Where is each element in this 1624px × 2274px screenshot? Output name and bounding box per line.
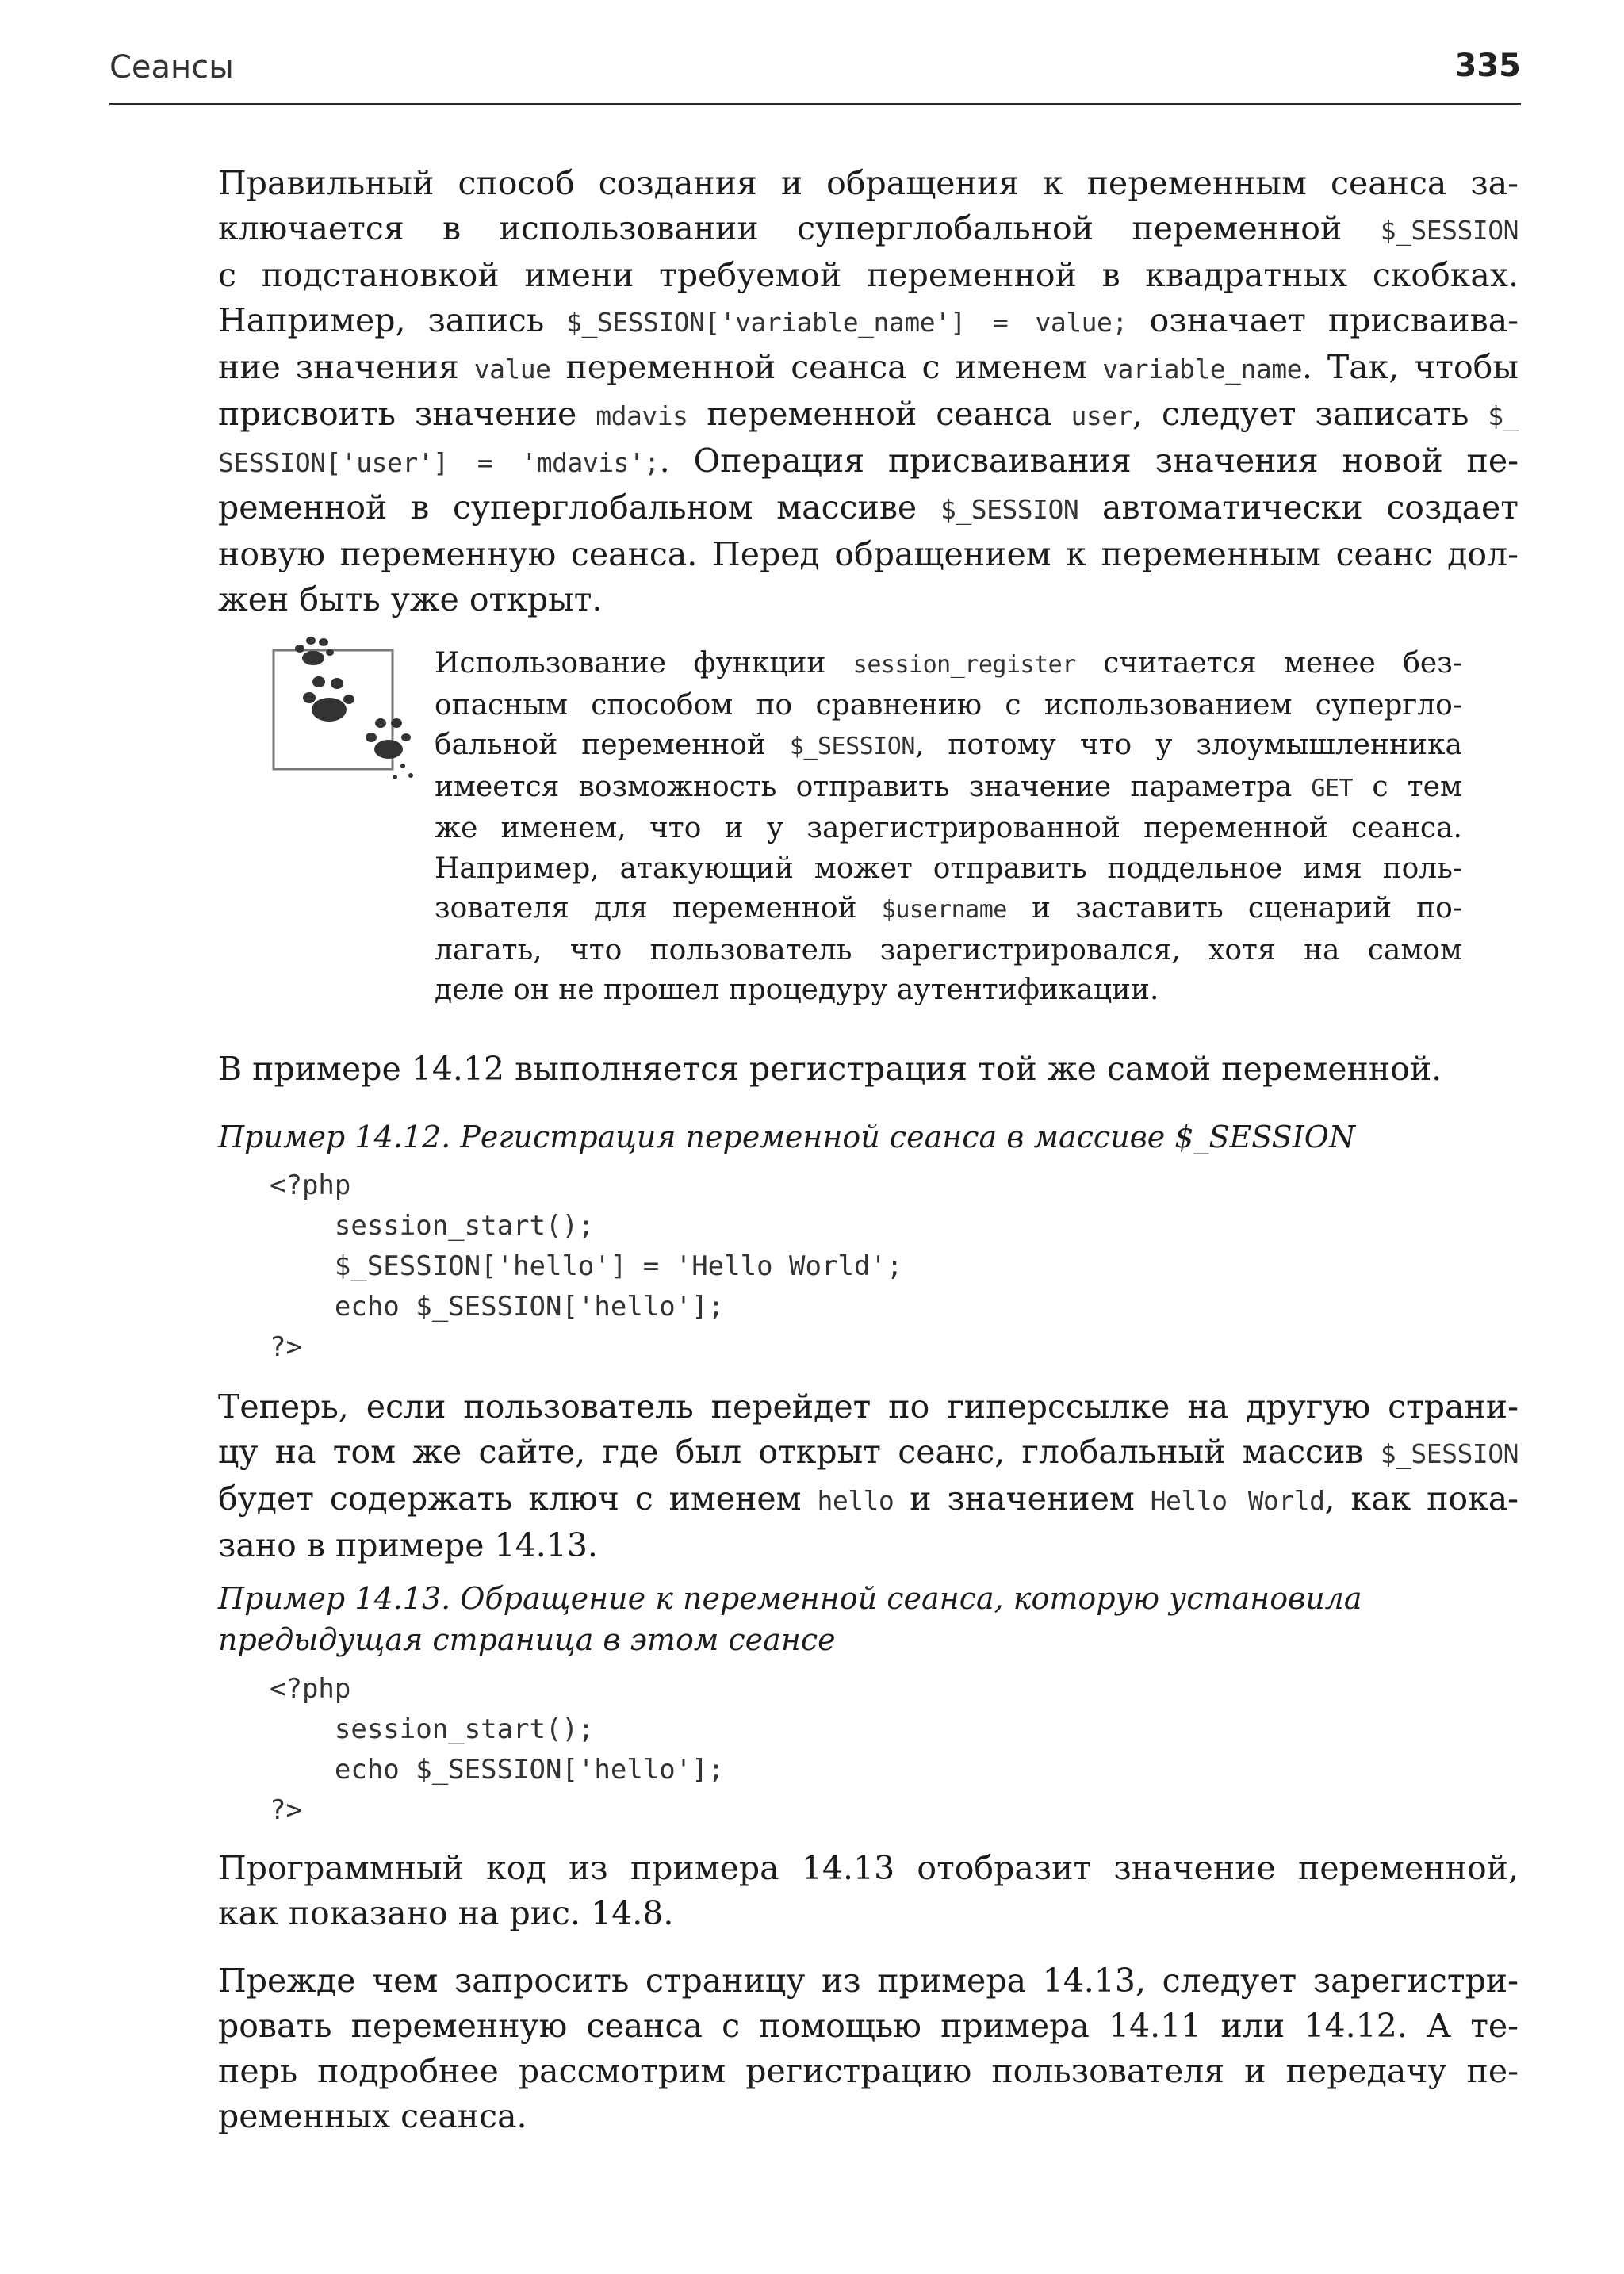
inline-code: value bbox=[473, 354, 551, 385]
code-line: <?php bbox=[270, 1673, 351, 1705]
text-run: ременной в суперглобальном массиве bbox=[218, 488, 940, 526]
example-14-12-caption bbox=[218, 1116, 1519, 1158]
text-line bbox=[435, 644, 1462, 686]
text-run: В примере 14.12 выполняется регистрация той же самой переменной. bbox=[218, 1050, 1442, 1088]
inline-code: $username bbox=[881, 896, 1007, 924]
text-line bbox=[435, 889, 1462, 931]
paragraph-output-reference bbox=[218, 1846, 1519, 1936]
paragraph-example-intro bbox=[218, 1047, 1519, 1092]
text-run: опасным способом по сравнению с использованием супергло- bbox=[435, 688, 1462, 722]
code-line: ?> bbox=[270, 1331, 302, 1363]
text-run: Прежде чем запросить страницу из примера 14.13, следует зарегистри- bbox=[218, 1962, 1519, 2000]
text-run: Например, запись bbox=[218, 301, 567, 339]
text-run: и значением bbox=[894, 1480, 1151, 1518]
text-line bbox=[218, 1476, 1519, 1523]
inline-code: session_register bbox=[852, 651, 1076, 679]
code-example-14-13 bbox=[270, 1669, 724, 1831]
text-run: автоматически создает bbox=[1078, 488, 1519, 526]
example-14-13-caption bbox=[218, 1578, 1519, 1660]
tip-paw-icon bbox=[270, 626, 420, 785]
text-run: , потому что у злоумышленника bbox=[914, 729, 1462, 761]
text-run: будет содержать ключ с именем bbox=[218, 1480, 818, 1518]
code-line: $_SESSION['hello'] = 'Hello World'; bbox=[270, 1250, 903, 1282]
caption-line: предыдущая страница в этом сеансе bbox=[218, 1622, 836, 1657]
text-run: . Так, чтобы bbox=[1301, 348, 1519, 386]
text-run: ключается в использовании суперглобальной переменной bbox=[218, 209, 1381, 247]
inline-code: $_SESSION bbox=[789, 733, 915, 760]
inline-code: variable_name bbox=[1102, 354, 1302, 385]
text-run: . Операция присваивания значения новой пе- bbox=[659, 442, 1519, 480]
text-run: переменной сеанса bbox=[688, 395, 1071, 433]
caption-line: Пример 14.12. Регистрация переменной сеанса в массиве $_SESSION bbox=[218, 1120, 1356, 1154]
text-line bbox=[218, 298, 1519, 345]
text-run: считается менее без- bbox=[1075, 647, 1463, 680]
paragraph-session-superglobal bbox=[218, 161, 1519, 622]
inline-code: GET bbox=[1311, 774, 1354, 802]
text-line bbox=[435, 768, 1462, 810]
text-run: присвоить значение bbox=[218, 395, 596, 433]
paragraph-registration-next bbox=[218, 1958, 1519, 2139]
text-line bbox=[218, 253, 1519, 298]
text-run: Правильный способ создания и обращения к переменным сеанса за- bbox=[218, 164, 1519, 202]
security-note bbox=[435, 644, 1462, 1011]
inline-code: mdavis bbox=[596, 400, 688, 431]
text-line bbox=[218, 345, 1519, 392]
text-run: с тем bbox=[1353, 770, 1462, 803]
inline-code: Hello World bbox=[1150, 1485, 1325, 1516]
text-run: Использование функции bbox=[435, 647, 853, 680]
inline-code: $_SESSION bbox=[1380, 1438, 1519, 1469]
text-line bbox=[218, 2004, 1519, 2049]
text-line bbox=[218, 161, 1519, 206]
text-line bbox=[218, 532, 1519, 577]
text-line bbox=[218, 392, 1519, 438]
running-header bbox=[109, 48, 1521, 105]
text-run: как показано на рис. 14.8. bbox=[218, 1894, 674, 1932]
text-run: цу на том же сайте, где был открыт сеанс, глобальный массив bbox=[218, 1433, 1381, 1471]
text-run: Например, атакующий может отправить поддельное имя поль- bbox=[435, 852, 1462, 885]
code-example-14-12 bbox=[270, 1166, 902, 1368]
text-line bbox=[218, 1047, 1519, 1092]
text-run: бальной переменной bbox=[435, 729, 790, 761]
text-run: Теперь, если пользователь перейдет по гиперссылке на другую страни- bbox=[218, 1388, 1519, 1426]
text-run: Программный код из примера 14.13 отобразит значение переменной, bbox=[218, 1849, 1519, 1887]
text-line bbox=[218, 2049, 1519, 2094]
text-run: означает присваива- bbox=[1127, 301, 1519, 339]
code-line: echo $_SESSION['hello']; bbox=[270, 1754, 725, 1786]
text-run: перь подробнее рассмотрим регистрацию пользователя и передачу пе- bbox=[218, 2052, 1519, 2090]
text-run: ние значения bbox=[218, 348, 474, 386]
paragraph-hyperlink-session bbox=[218, 1384, 1519, 1568]
inline-code: $_ bbox=[1488, 400, 1519, 431]
text-line bbox=[435, 849, 1462, 890]
text-line bbox=[218, 1523, 1519, 1568]
text-line bbox=[218, 438, 1519, 485]
text-line bbox=[218, 206, 1519, 253]
text-line bbox=[435, 725, 1462, 768]
text-run: , как пока- bbox=[1324, 1480, 1519, 1518]
text-line bbox=[218, 1430, 1519, 1476]
text-run: жен быть уже открыт. bbox=[218, 580, 603, 618]
text-run: , следует записать bbox=[1132, 395, 1488, 433]
text-run: ровать переменную сеанса с помощью примера 14.11 или 14.12. А те- bbox=[218, 2007, 1519, 2045]
text-line bbox=[218, 1958, 1519, 2004]
text-run: зователя для переменной bbox=[435, 892, 882, 925]
page-number: 335 bbox=[1454, 48, 1521, 84]
text-run: с подстановкой имени требуемой переменной в квадратных скобках. bbox=[218, 256, 1519, 294]
code-line: echo $_SESSION['hello']; bbox=[270, 1291, 725, 1323]
code-line: session_start(); bbox=[270, 1210, 595, 1242]
code-line: session_start(); bbox=[270, 1713, 595, 1745]
text-run: зано в примере 14.13. bbox=[218, 1526, 598, 1564]
inline-code: SESSION['user'] = 'mdavis'; bbox=[218, 447, 660, 478]
text-line bbox=[435, 686, 1462, 726]
text-line bbox=[218, 2094, 1519, 2139]
text-line bbox=[218, 1891, 1519, 1936]
text-run: и заставить сценарий по- bbox=[1006, 892, 1463, 925]
text-line bbox=[435, 970, 1462, 1011]
text-run: ременных сеанса. bbox=[218, 2097, 527, 2135]
text-run: же именем, что и у зарегистрированной переменной сеанса. bbox=[435, 812, 1462, 844]
inline-code: $_SESSION bbox=[940, 494, 1079, 525]
text-line bbox=[435, 931, 1462, 971]
text-line bbox=[218, 1846, 1519, 1891]
chapter-title: Сеансы bbox=[109, 49, 234, 86]
text-line bbox=[218, 577, 1519, 622]
inline-code: $_SESSION['variable_name'] = value; bbox=[566, 307, 1128, 338]
inline-code: $_SESSION bbox=[1380, 215, 1519, 246]
text-line bbox=[435, 809, 1462, 849]
text-line bbox=[218, 1384, 1519, 1430]
text-line bbox=[218, 485, 1519, 532]
code-line: ?> bbox=[270, 1794, 302, 1826]
text-run: новую переменную сеанса. Перед обращением к переменным сеанс дол- bbox=[218, 535, 1519, 573]
inline-code: user bbox=[1071, 400, 1132, 431]
caption-line: Пример 14.13. Обращение к переменной сеанса, которую установила bbox=[218, 1581, 1362, 1616]
text-run: деле он не прошел процедуру аутентификации. bbox=[435, 974, 1159, 1006]
text-run: переменной сеанса с именем bbox=[550, 348, 1103, 386]
text-run: имеется возможность отправить значение параметра bbox=[435, 770, 1312, 803]
text-run: лагать, что пользователь зарегистрировался, хотя на самом bbox=[435, 933, 1462, 967]
inline-code: hello bbox=[817, 1485, 894, 1516]
code-line: <?php bbox=[270, 1170, 351, 1201]
